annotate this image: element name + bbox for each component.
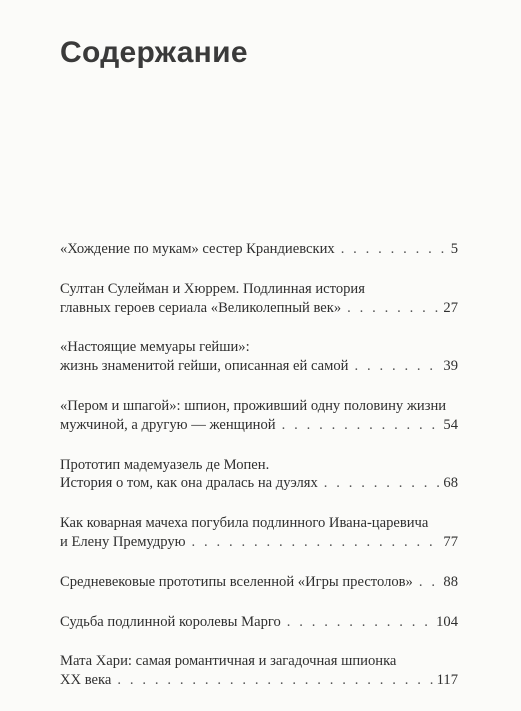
toc-entry-last-line [60, 299, 458, 318]
toc-entry-title-line: мужчиной, а другую — женщиной [60, 416, 276, 433]
toc-entry-title-line: Мата Хари: самая романтичная и загадочная шпионка [60, 653, 397, 670]
toc-entry-title-line: «Настоящие мемуары гейши»: [60, 339, 250, 356]
toc-entry-title-line: XX века [60, 672, 112, 689]
toc-entry-last-line [60, 671, 458, 690]
toc-page-number: 88 [443, 573, 458, 590]
toc-entry-title-line: «Пером и шпагой»: шпион, проживший одну половину жизни [60, 397, 447, 414]
page-title: Содержание [60, 36, 248, 69]
toc-page-number: 5 [450, 241, 458, 257]
toc-entry-last-line [60, 357, 458, 376]
dot-leader [341, 240, 447, 259]
toc-page-number: 68 [443, 475, 458, 492]
toc-entry-title-line: Прототип мадемуазель де Мопен. [60, 456, 270, 473]
toc-page-number: 54 [443, 416, 458, 433]
toc-entry-title-line: Судьба подлинной королевы Марго [60, 613, 281, 630]
toc-entry [60, 456, 458, 494]
dot-leader [354, 357, 439, 376]
toc-page-number: 104 [436, 613, 458, 630]
toc-entry-title-line: Как коварная мачеха погубила подлинного Ивана-царевича [60, 515, 429, 532]
toc-entry-title-line: жизнь знаменитой гейши, описанная ей самой [60, 358, 349, 375]
dot-leader [117, 671, 432, 690]
toc-entry [60, 652, 458, 690]
toc-page-number: 117 [436, 672, 458, 689]
toc-entry-last-line [60, 613, 458, 632]
dot-leader [282, 416, 440, 435]
toc-entry-title-line: главных героев сериала «Великолепный век» [60, 299, 342, 316]
toc-page-number: 77 [443, 533, 458, 550]
toc-entry [60, 397, 458, 435]
toc-entry [60, 280, 458, 318]
toc-entry-last-line [60, 533, 458, 552]
toc-entry-title-line: История о том, как она дралась на дуэлях [60, 475, 318, 492]
toc-page-number: 27 [443, 299, 458, 316]
toc-entry-title-line: Султан Сулейман и Хюррем. Подлинная история [60, 280, 365, 297]
table-of-contents [60, 240, 458, 711]
dot-leader [419, 573, 440, 592]
toc-entry-title-line: Средневековые прототипы вселенной «Игры престолов» [60, 573, 413, 590]
toc-entry-last-line [60, 416, 458, 435]
dot-leader [324, 474, 440, 493]
toc-entry [60, 514, 458, 552]
dot-leader [287, 613, 432, 632]
dot-leader [192, 533, 440, 552]
toc-entry-last-line [60, 573, 458, 592]
toc-entry [60, 573, 458, 592]
toc-entry [60, 338, 458, 376]
toc-entry-last-line [60, 474, 458, 493]
toc-page-number: 39 [443, 358, 458, 375]
toc-entry [60, 613, 458, 632]
toc-entry [60, 240, 458, 259]
dot-leader [347, 299, 439, 318]
toc-entry-title-line: «Хождение по мукам» сестер Крандиевских [60, 241, 335, 257]
toc-entry-last-line [60, 240, 458, 259]
toc-entry-title-line: и Елену Премудрую [60, 533, 186, 550]
